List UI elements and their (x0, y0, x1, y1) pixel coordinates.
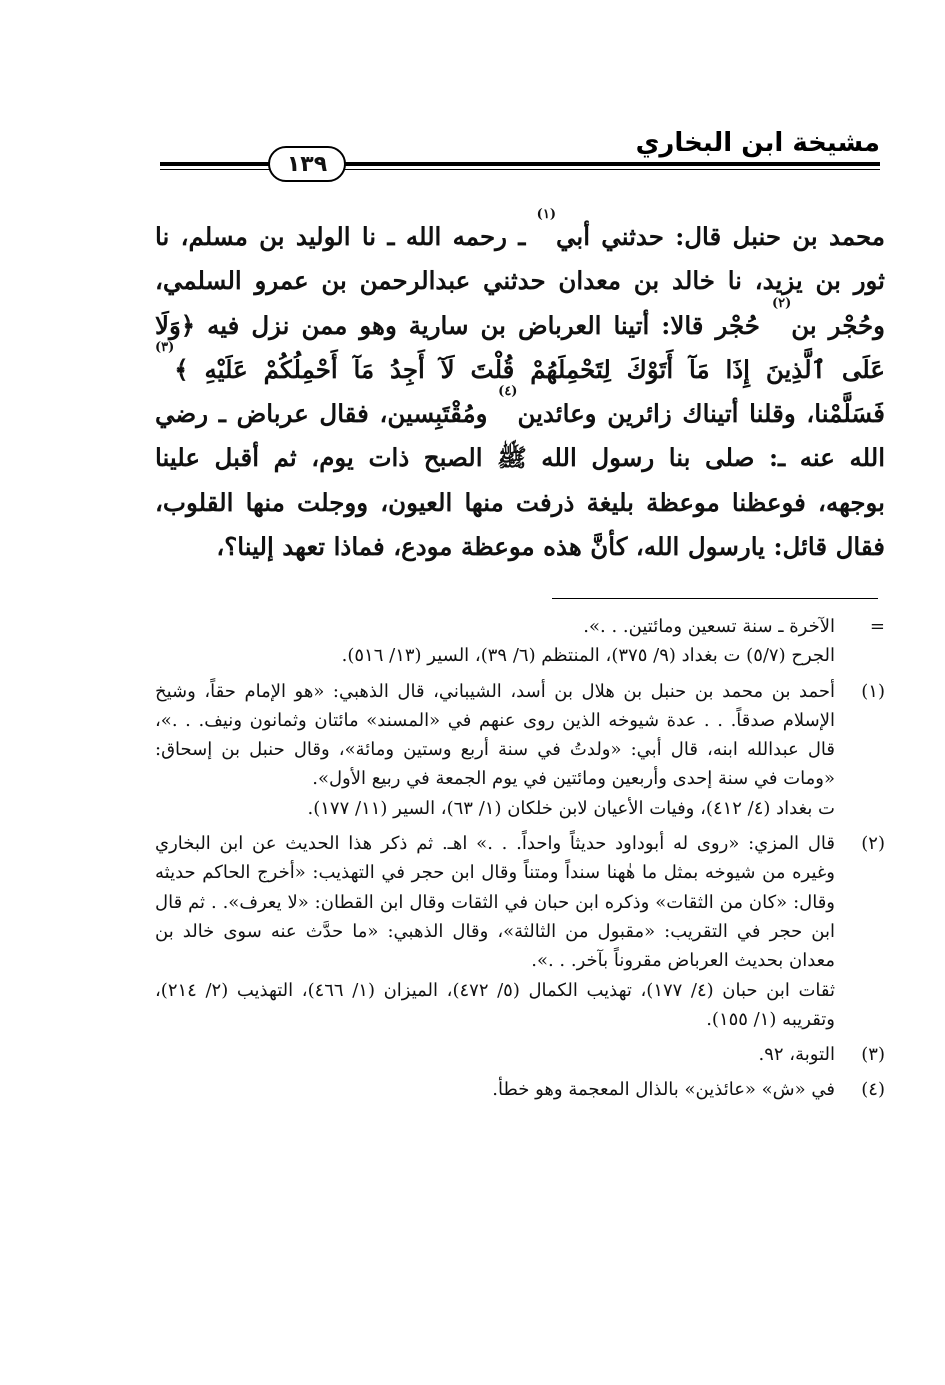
text-line: الله عنه ـ: صلى بنا رسول الله ﷺ الصبح ذات يوم، ثم أقبل علينا (155, 443, 885, 473)
footnote-text: في «ش» «عائذين» بالذال المعجمة وهو خطأ. (492, 1079, 835, 1101)
footnote-continuation (155, 612, 885, 671)
book-title: مشيخة ابن البخاري (635, 128, 880, 158)
footnote-sources: الجرح (٥/٧) ت بغداد (٩/ ٣٧٥)، المنتظم (٦/ ٣٩)، السير (١٣/ ٥١٦). (341, 645, 835, 667)
footnote-2 (155, 829, 885, 1034)
text-line: محمد بن حنبل قال: حدثني أبي$^{(١)}$ ـ رحمه الله ـ نا الوليد بن مسلم، نا (155, 207, 885, 251)
text-line: ثور بن يزيد، نا خالد بن معدان حدثني عبدالرحمن بن عمرو السلمي، (155, 266, 885, 296)
footnote-sources: ت بغداد (٤/ ٤١٢)، وفيات الأعيان لابن خلكان (١/ ٦٣)، السير (١١/ ١٧٧). (307, 797, 835, 819)
text-line: فَسَلَّمْنا، وقلنا أتيناك زائرين وعائدين$^{(٤)}$ ومُقْتَبِسين، فقال عرباض ـ رضي (155, 384, 885, 429)
footnote-3 (155, 1040, 885, 1069)
main-text (155, 207, 885, 569)
footnote-ref: (٢) (771, 295, 792, 311)
text-line: فقال قائل: يارسول الله، كأنَّ هذه موعظة مودع، فماذا تعهد إلينا؟، (216, 532, 885, 562)
quran-verse-line: عَلَى ٱلَّذِينَ إِذَا مَآ أَتَوْكَ لِتَحْمِلَهُمْ قُلْتَ لَآ أَجِدُ مَآ أَحْمِلُكُمْ عَلَيْهِ ﴾$^{(٣)}$ (155, 339, 885, 384)
footnote-number: (٤) (861, 1079, 885, 1101)
footnote-ref: (١) (536, 207, 556, 222)
footnote-sources: ثقات ابن حبان (٤/ ١٧٧)، تهذيب الكمال (٥/ ٤٧٢)، الميزان (١/ ٤٦٦)، التهذيب (٢/ ٢١٤)، وتقريبه (١/ ١٥٥). (155, 979, 835, 1030)
continuation-marker: = (869, 616, 885, 637)
page-number-badge (268, 146, 346, 182)
footnote-4 (155, 1075, 885, 1104)
footnote-number: (٢) (861, 833, 885, 855)
page-header (160, 128, 880, 188)
footnote-text: الآخرة ـ سنة تسعين ومائتين. . .». (583, 616, 835, 637)
footnote-ref: (٣) (155, 339, 175, 355)
footnote-1 (155, 677, 885, 823)
text-line: وحُجْر بن$^{(٢)}$ حُجْر قالا: أتينا العرباض بن سارية وهو ممن نزل فيه ﴿وَلَا (155, 295, 885, 340)
text-line: بوجهه، فوعظنا موعظة بليغة ذرفت منها العيون، ووجلت منها القلوب، (155, 487, 885, 517)
page-number: ١٣٩ (286, 151, 328, 177)
footnote-number: (٣) (861, 1044, 885, 1066)
footnotes (155, 612, 885, 1111)
footnote-number: (١) (861, 680, 885, 702)
footnote-text: أحمد بن محمد بن حنبل بن هلال بن أسد، الشيباني، قال الذهبي: «هو الإمام حقاً، وشيخ الإسلام صدقاً. . . عدة شيوخه الذين روى عنهم في «المسند» مائتان وثمانون ونيف. . .»، قال عبدالله ابنه، قال أبي: «ولدتُ في سنة أربع وستين ومائة»، وقال حنبل بن إسحاق: «ومات في سنة إحدى وأربعين ومائتين في يوم الجمعة في ربيع الأول». (155, 680, 835, 790)
footnote-ref: (٤) (498, 384, 518, 400)
footnote-text: قال المزي: «روى له أبوداود حديثاً واحداً. . .» اهـ. ثم ذكر هذا الحديث عن ابن البخاري وغيره من شيوخه بمثل ما هٰهنا سنداً ومتناً وقال ابن حجر في التهذيب: «أخرج الحاكم حديثه وقال: «كان من الثقات» وذكره ابن حبان في الثقات وقال ابن القطان: «لا يعرف». . ثم قال ابن حجر في التقريب: «مقبول من الثالثة»، وقال الذهبي: «ما حدَّث عنه سوى خالد بن معدان بحديث العرباض مقروناً بآخر. . .». (155, 833, 835, 972)
footnote-separator (552, 598, 878, 599)
footnote-text: التوبة، ٩٢. (758, 1044, 835, 1066)
